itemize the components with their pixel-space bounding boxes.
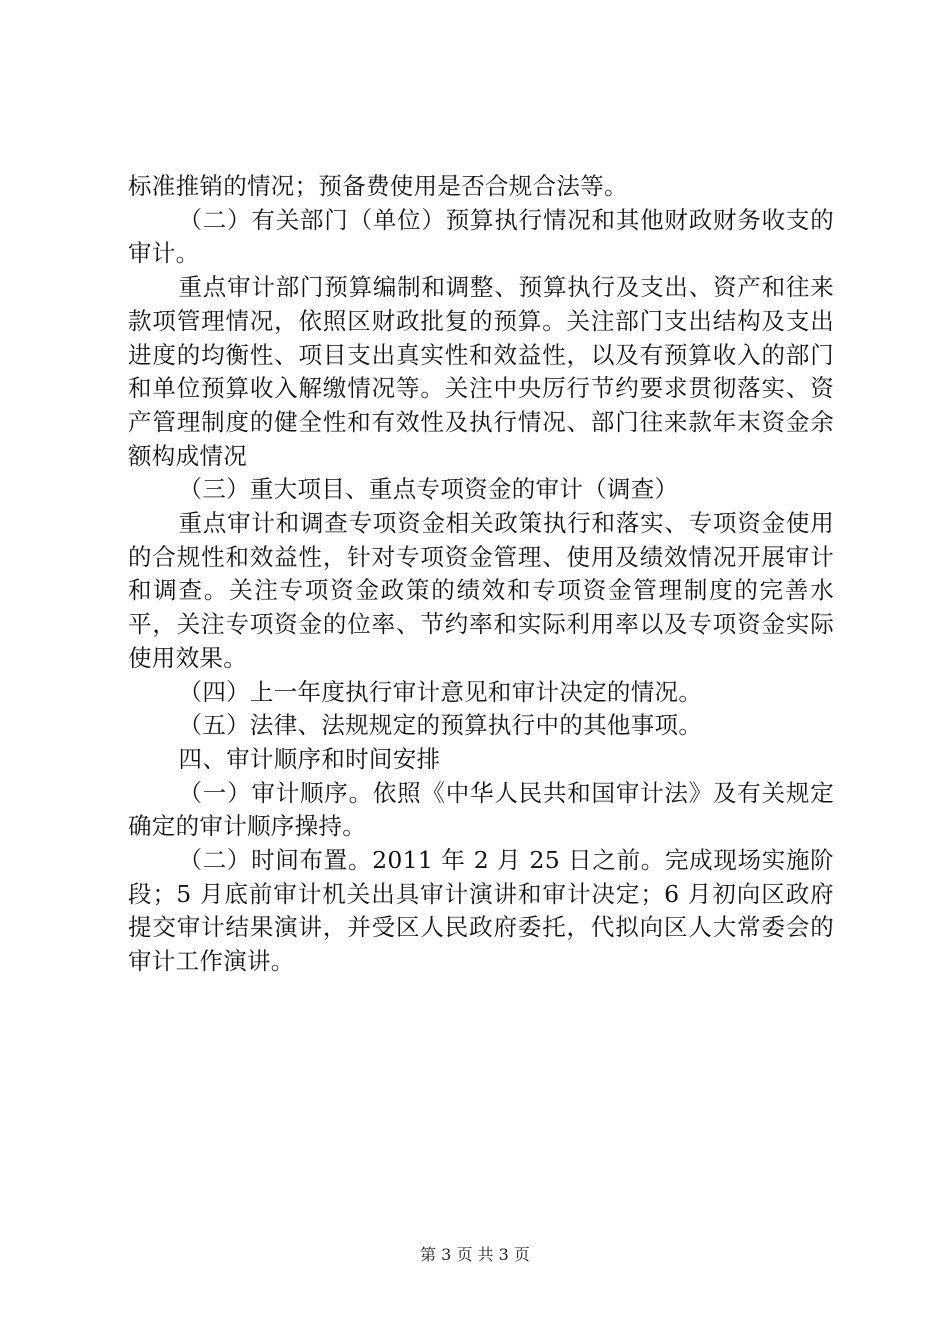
paragraph-section-3-heading: （三）重大项目、重点专项资金的审计（调查） (178, 475, 679, 504)
page-number-footer: 第 3 页 共 3 页 (420, 1245, 530, 1264)
paragraph-section-2-heading: （二）有关部门（单位）预算执行情况和其他财政财务收支的审计。 (128, 205, 834, 268)
paragraph-audit-order: （一）审计顺序。依照《中华人民共和国审计法》及有关规定确定的审计顺序操持。 (128, 778, 834, 841)
paragraph-section-4: （四）上一年度执行审计意见和审计决定的情况。 (178, 677, 703, 706)
paragraph-section-3-body: 重点审计和调查专项资金相关政策执行和落实、专项资金使用的合规性和效益性，针对专项资金管理、使用及绩效情况开展审计和调查。关注专项资金政策的绩效和专项资金管理制度的完善水平，关注专项资金的位率、节约率和实际利用率以及专项资金实际使用效果。 (128, 509, 834, 672)
paragraph-time-arrangement: （二）时间布置。2011 年 2 月 25 日之前。完成现场实施阶段；5 月底前审计机关出具审计演讲和审计决定；6 月初向区政府提交审计结果演讲，并受区人民政府委托，代拟向区人大常委会的审计工作演讲。 (128, 846, 834, 976)
paragraph-section-5: （五）法律、法规规定的预算执行中的其他事项。 (178, 711, 703, 740)
paragraph-continuation: 标准推销的情况；预备费使用是否合规合法等。 (128, 172, 628, 200)
paragraph-section-2-body: 重点审计部门预算编制和调整、预算执行及支出、资产和往来款项管理情况，依照区财政批复的预算。关注部门支出结构及支出进度的均衡性、项目支出真实性和效益性，以及有预算收入的部门和单位预算收入解缴情况等。关注中央厉行节约要求贯彻落实、资产管理制度的健全性和有效性及执行情况、部门往来款年末资金余额构成情况 (128, 273, 834, 470)
document-body (128, 170, 834, 979)
heading-audit-order-schedule: 四、审计顺序和时间安排 (178, 744, 441, 773)
